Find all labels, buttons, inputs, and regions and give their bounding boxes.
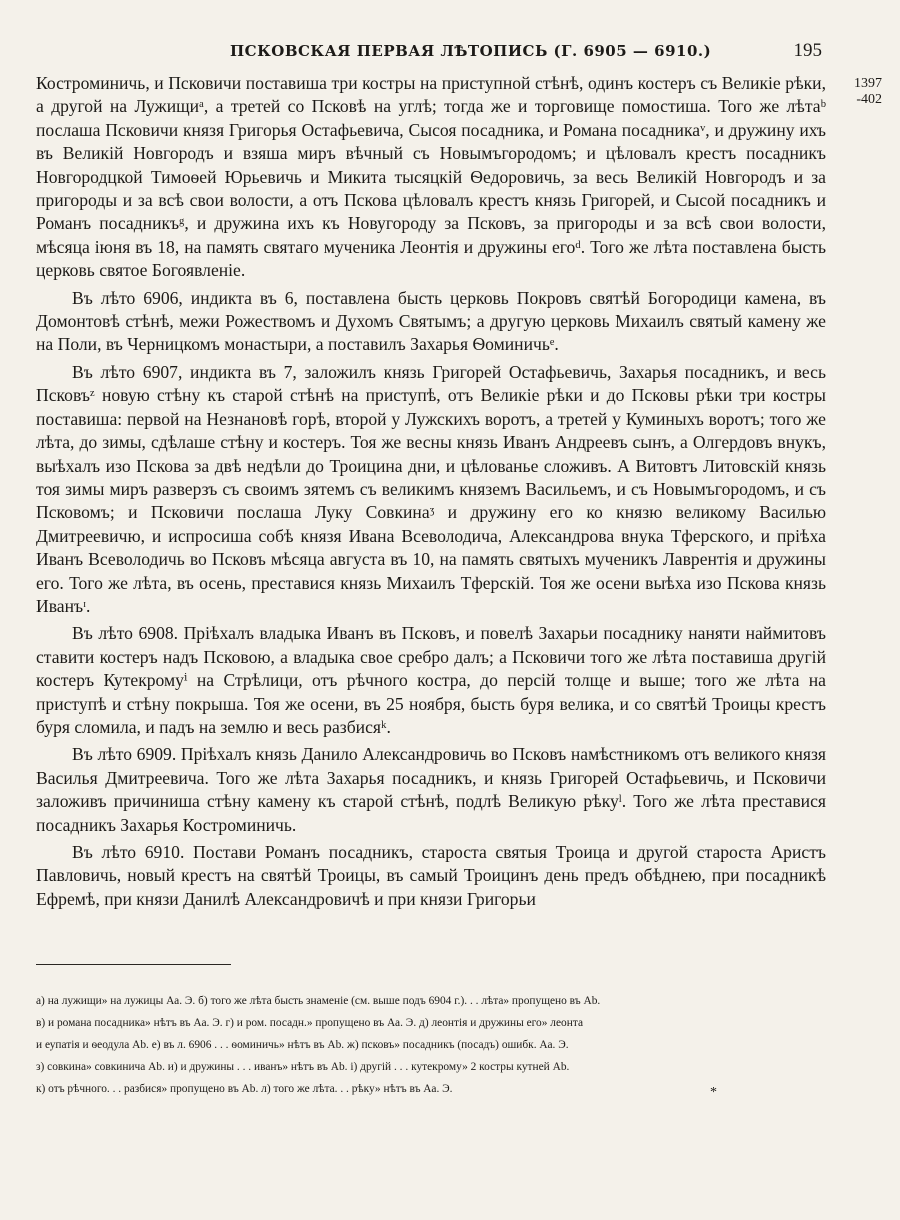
paragraph: Въ лѣто 6907, индикта въ 7, заложилъ князь Григорей Остафьевичь, Захарья посадникъ, и весь Псковъᶻ новую стѣну къ старой стѣнѣ на приступѣ, отъ Великіе рѣки и до Псковы рѣки три костры поставиша: первой на Незнановѣ горѣ, второй у Лужскихъ воротъ, а третей у Куминыхъ воротъ; того же лѣта, до зимы, сдѣлаше стѣну и костеръ. Тоя же весны князь Иванъ Андреевъ сынъ, а Олгердовъ внукъ, выѣхалъ изо Пскова за двѣ недѣли до Троицина дни, и цѣлованье сложивъ. А Витовтъ Литовскій князь тоя зимы миръ разверзъ съ своимъ зятемъ съ великимъ княземъ Васильемъ, и съ Новымъгородомъ, и съ Псковомъ; и Псковичи послаша Луку Совкинаᶾ и дружину его ко князю великому Василью Дмитреевичю, и испросиша собѣ князя Ивана Всеволодича, Александрова внука Тферского, и пріѣха Иванъ Всеволодичь во Псковъ мѣсяца августа въ 10, на память святыхъ мученикъ Лаврентія и дружины его. Того же лѣта, въ осень, преставися князь Михаилъ Тферскій. Тоя же осени выѣха изо Пскова князь Иванъᶦ. [36, 361, 826, 616]
running-header [0, 38, 900, 66]
paragraph: Въ лѣто 6909. Пріѣхалъ князь Данило Александровичь во Псковъ намѣстникомъ отъ великого князя Василья Дмитреевича. Того же лѣта Захарья посадникъ, и князь Григорей Остафьевичь, и Псковичи заложивъ причиниша стѣну камену къ старой стѣнѣ, подлѣ Великую рѣкуˡ. Того же лѣта преставися посадникъ Захарья Костроминичь. [36, 744, 826, 835]
page-number: 195 [793, 40, 822, 61]
margin-year-note: 1397 [854, 76, 882, 91]
paragraph: Въ лѣто 6910. Постави Романъ посадникъ, староста святыя Троица и другой староста Аристъ Павловичь, новый крестъ на святѣй Троицы, въ самый Троицинъ день предъ обѣднею, при посадникѣ Ефремѣ, при князи Данилѣ Александровичѣ и при князи Григорьи [36, 842, 826, 909]
end-asterisk: * [710, 1085, 717, 1100]
footnote-line: к) отъ рѣчного. . . разбися» пропущено въ Аb. л) того же лѣта. . . рѣку» нѣтъ въ Аа. Э. [36, 1083, 453, 1095]
page-title: ПСКОВСКАЯ ПЕРВАЯ ЛѢТОПИСЬ (Г. 6905 — 6910.) [230, 42, 712, 60]
footnote-line: з) совкина» совкинича Аb. и) и дружины . . . иванъ» нѣтъ въ Аb. і) другій . . . кутекрому» 2 костры кутней Аb. [36, 1061, 570, 1073]
chronicle-text [36, 72, 826, 915]
footnote-divider [36, 964, 231, 965]
paragraph: Костроминичь, и Псковичи поставиша три костры на приступной стѣнѣ, одинъ костеръ съ Великіе рѣки, а другой на Лужищиᵃ, а третей со Псковѣ на углѣ; тогда же и торговище помостиша. Того же лѣтаᵇ послаша Псковичи князя Григорья Остафьевича, Сысоя посадника, и Романа посадникаᵛ, и дружину ихъ въ Великій Новгородъ и взяша миръ вѣчный съ Новымъгородомъ; и цѣловалъ крестъ посадникъ Новгородцкой Тимоѳей Юрьевичь и Микита тысяцкій Ѳедоровичь, за весь Великій Новгородъ и за пригороды и за всѣ свои волости, а отъ Псковa цѣловалъ крестъ князь Григорей, и Сысой посадникъ и Романъ посадникъᵍ, и дружина ихъ къ Новугороду за Псковъ, за пригороды и за всѣ свои волости, мѣсяца іюня въ 18, на память святаго мученика Леонтія и дружины егоᵈ. Того же лѣта поставлена бысть церковь святое Богоявленіе. [36, 73, 826, 281]
margin-year-note: -402 [856, 92, 882, 107]
footnote-line: в) и романа посадника» нѣтъ въ Аа. Э. г) и ром. посадн.» пропущено въ Аа. Э. д) леонтія и дружины его» леонта [36, 1017, 583, 1029]
footnotes [36, 990, 836, 1100]
footnote-line: и еупатія и ѳеодула Аb. е) въ л. 6906 . . . ѳоминичь» нѣтъ въ Аb. ж) псковъ» посадникъ (посадъ) ошибк. Аа. Э. [36, 1039, 569, 1051]
footnote-line: а) на лужищи» на лужицы Аа. Э. б) того же лѣта бысть знаменіе (см. выше подъ 6904 г.). . . лѣта» пропущено въ Аb. [36, 995, 601, 1007]
paragraph: Въ лѣто 6908. Пріѣхалъ владыка Иванъ въ Псковъ, и повелѣ Захарьи посаднику наняти наймитовъ ставити костеръ надъ Псковою, а владыка свое сребро далъ; а Псковичи того же лѣта поставиша другій костеръ Кутекромуⁱ на Стрѣлици, отъ рѣчного костра, до персій толще и выше; того же лѣта на приступѣ и стѣну покрыша. Тоя же осени, въ 25 ноября, бысть буря велика, и со святѣй Троицы крестъ буря сломила, и падъ на землю и весь разбисяᵏ. [36, 623, 826, 737]
paragraph: Въ лѣто 6906, индикта въ 6, поставлена бысть церковь Покровъ святѣй Богородици камена, въ Домонтовѣ стѣнѣ, межи Рожествомъ и Духомъ Святымъ; а другую церковь Михаилъ святый камену же на Поли, въ Черницкомъ монастыри, а поставилъ Захарья Ѳоминичьᵉ. [36, 287, 826, 355]
